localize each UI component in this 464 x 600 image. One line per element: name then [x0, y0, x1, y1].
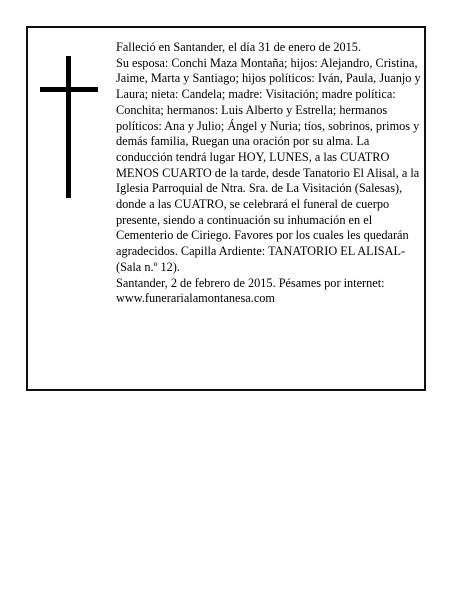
death-announcement: Falleció en Santander, el día 31 de enero de 2015.: [116, 40, 362, 54]
cross-vertical-bar: [66, 56, 71, 198]
date-and-condolences-line: Santander, 2 de febrero de 2015. Pésames por internet: www.funerarialamontanesa.com: [116, 275, 385, 306]
obituary-text: [116, 40, 422, 307]
family-and-funeral-details: Su esposa: Conchi Maza Montaña; hijos: Alejandro, Cristina, Jaime, Marta y Santiago; hijos políticos: Iván, Paula, Juanjo y Laura; nieta: Candela; madre: Visitación; madre política: Conchita; hermanos: Luis Alberto y Estrella; hermanos políticos: Ana y Julio; Ángel y Nuria; tíos, sobrinos, primos y demás familia, Ruegan una oración por su alma. La conducción tendrá lugar HOY, LUNES, a las CUATRO MENOS CUARTO de la tarde, desde Tanatorio El Alisal, a la Iglesia Parroquial de Ntra. Sra. de La Visitación (Salesas), donde a las CUATRO, se celebrará el funeral de cuerpo presente, siendo a continuación su inhumación en el Cementerio de Ciriego. Favores por los cuales les quedarán agradecidos. Capilla Ardiente: TANATORIO EL ALISAL-(Sala n.º 12).: [116, 55, 421, 274]
cross-horizontal-bar: [40, 87, 98, 92]
latin-cross-icon: [40, 56, 98, 198]
obituary-notice: [26, 26, 426, 391]
